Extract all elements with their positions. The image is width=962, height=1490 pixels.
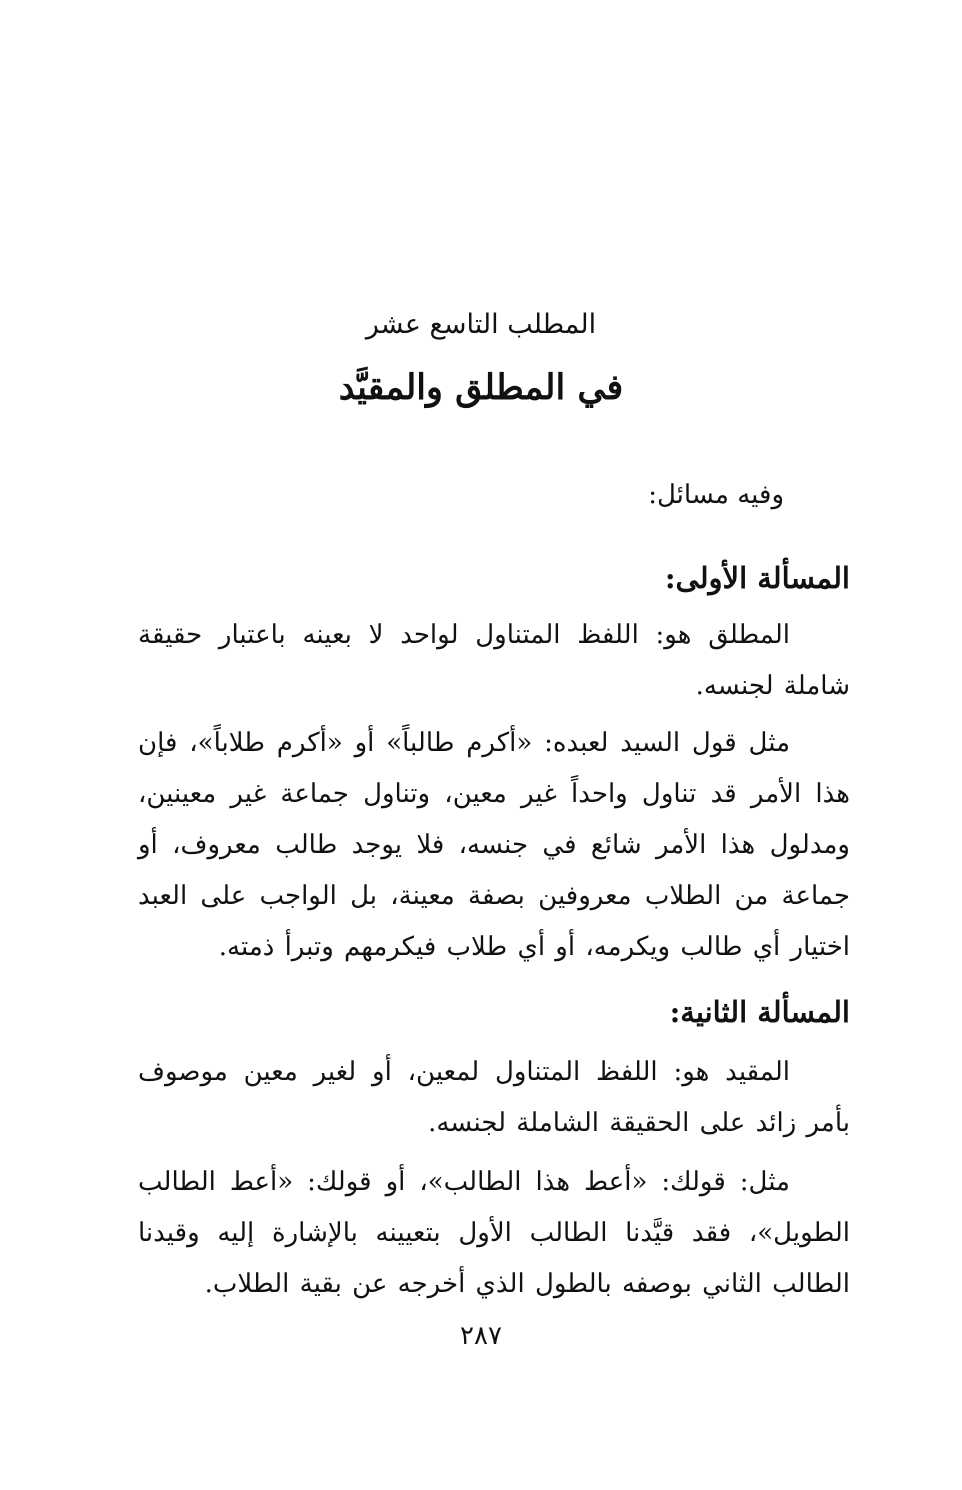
issue-1-heading: المسألة الأولى: xyxy=(664,561,850,595)
issue-1-definition: المطلق هو: اللفظ المتناول لواحد لا بعينه باعتبار حقيقة شاملة لجنسه. xyxy=(138,620,850,701)
issue-2-example: مثل: قولك: «أعط هذا الطالب»، أو قولك: «أعط الطالب الطويل»، فقد قيَّدنا الطالب الأول بتعيينه بالإشارة إليه وقيدنا الطالب الثاني بوصفه بالطول الذي أخرجه عن بقية الطلاب. xyxy=(138,1167,850,1299)
section-title: في المطلق والمقيَّد xyxy=(338,367,624,408)
issue-1-example: مثل قول السيد لعبده: «أكرم طالباً» أو «أكرم طلاباً»، فإن هذا الأمر قد تناول واحداً غير معين، وتناول جماعة غير معينين، ومدلول هذا الأمر شائع في جنسه، فلا يوجد طالب معروف، أو جماعة من الطلاب معروفين بصفة معينة، بل الواجب على العبد اختيار أي طالب ويكرمه، أو أي طلاب فيكرمهم وتبرأ ذمته. xyxy=(138,728,850,962)
intro-text: وفيه مسائل: xyxy=(648,480,784,510)
issue-2-heading: المسألة الثانية: xyxy=(669,995,850,1029)
section-label: المطلب التاسع عشر xyxy=(365,309,597,340)
issue-2-definition: المقيد هو: اللفظ المتناول لمعين، أو لغير معين موصوف بأمر زائد على الحقيقة الشاملة لجنسه. xyxy=(138,1057,850,1138)
page-number: ٢٨٧ xyxy=(460,1321,502,1351)
